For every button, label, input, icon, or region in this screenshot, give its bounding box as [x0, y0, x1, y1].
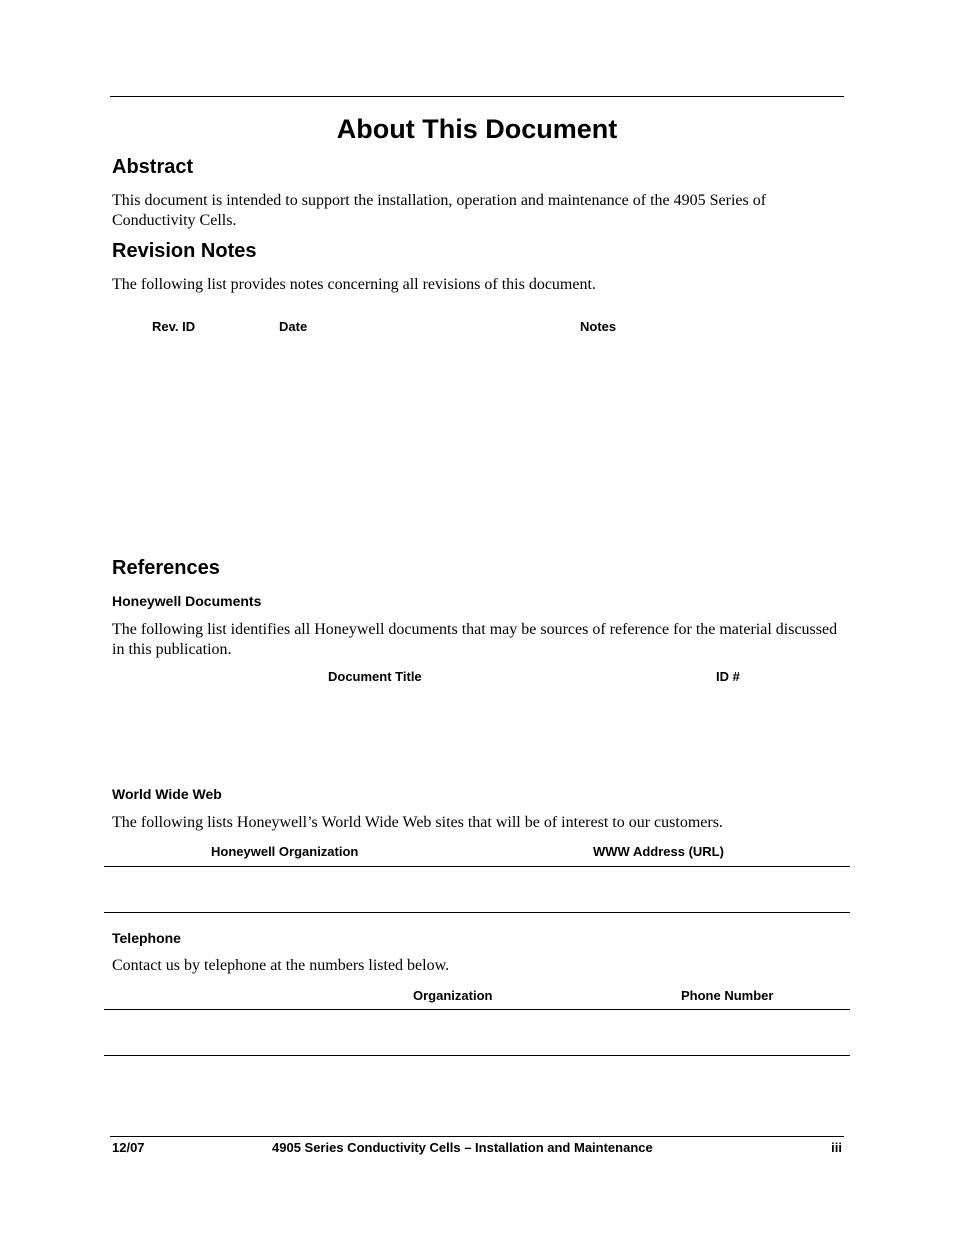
revision-notes-heading: Revision Notes	[112, 240, 257, 262]
footer-document-title: 4905 Series Conductivity Cells – Installation and Maintenance	[272, 1140, 653, 1155]
abstract-heading: Abstract	[112, 156, 194, 178]
references-heading: References	[112, 557, 220, 579]
web-table-header-rule	[104, 866, 850, 867]
web-table-bottom-rule	[104, 912, 850, 913]
world-wide-web-text: The following lists Honeywell’s World Wide Web sites that will be of interest to our customers.	[112, 814, 723, 831]
abstract-text: This document is intended to support the installation, operation and maintenance of the 4905 Series of Conductivity Cells.	[112, 192, 767, 229]
footer-page-number: iii	[831, 1140, 842, 1155]
web-col-url: WWW Address (URL)	[593, 844, 724, 859]
revision-notes-text: The following list provides notes concerning all revisions of this document.	[112, 276, 596, 293]
revision-col-notes: Notes	[580, 319, 617, 334]
footer-rule	[110, 1136, 844, 1137]
telephone-table-bottom-rule	[104, 1055, 850, 1056]
documents-col-title: Document Title	[328, 669, 422, 684]
web-col-organization: Honeywell Organization	[211, 844, 359, 859]
header-rule	[110, 96, 844, 97]
telephone-col-organization: Organization	[413, 988, 493, 1003]
documents-col-id: ID #	[716, 669, 740, 684]
footer-date: 12/07	[112, 1140, 145, 1155]
world-wide-web-heading: World Wide Web	[112, 786, 222, 802]
telephone-text: Contact us by telephone at the numbers listed below.	[112, 957, 450, 974]
revision-col-rev-id: Rev. ID	[152, 319, 196, 334]
revision-col-date: Date	[279, 319, 308, 334]
honeywell-documents-heading: Honeywell Documents	[112, 593, 262, 609]
telephone-table-header-rule	[104, 1009, 850, 1010]
page-title: About This Document	[336, 114, 618, 144]
telephone-heading: Telephone	[112, 930, 181, 946]
honeywell-documents-text: The following list identifies all Honeywell documents that may be sources of reference for the material discussed in this publication.	[112, 621, 838, 658]
telephone-col-phone: Phone Number	[681, 988, 774, 1003]
